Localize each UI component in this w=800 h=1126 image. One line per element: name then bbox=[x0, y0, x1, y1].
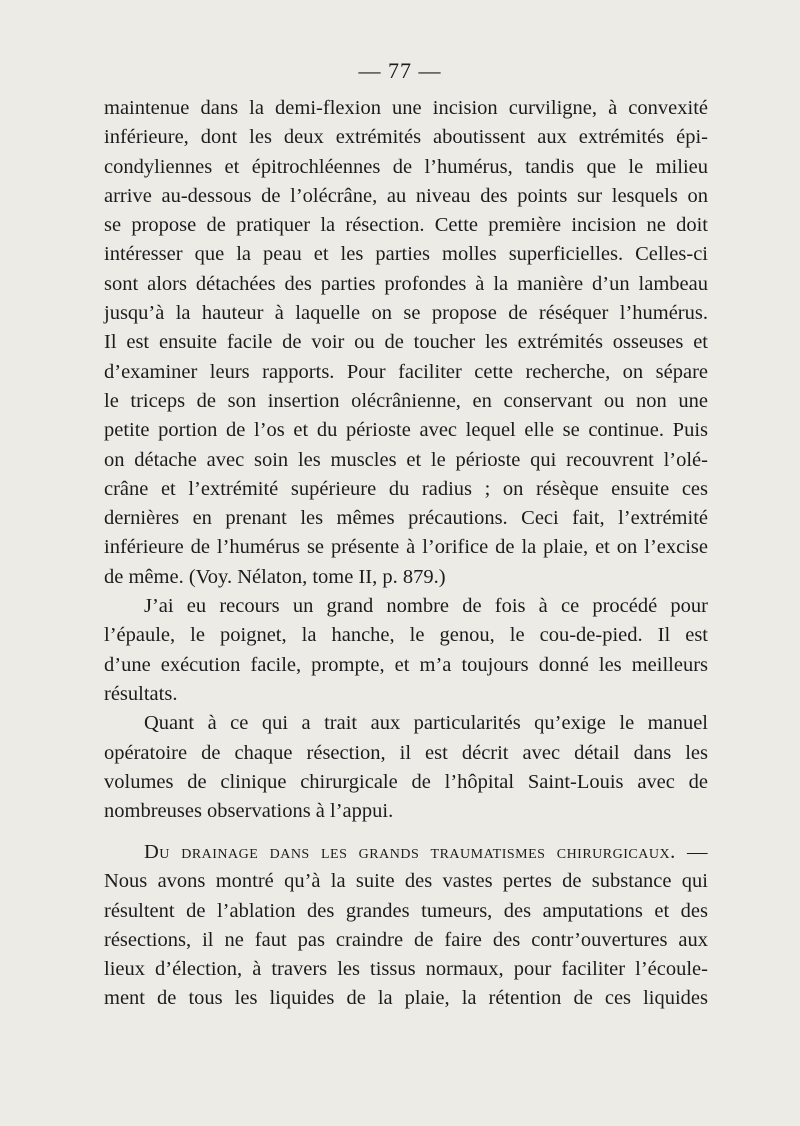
text-line: résections, il ne faut pas craindre de faire des contr’ouvertures aux bbox=[104, 928, 708, 951]
text-line: intéresser que la peau et les parties molles superficielles. Celles-ci bbox=[104, 243, 708, 266]
text-line: de même. (Voy. Nélaton, tome II, p. 879.) bbox=[104, 565, 446, 588]
text-line: volumes de clinique chirurgicale de l’hôpital Saint-Louis avec de bbox=[104, 770, 708, 793]
text-line: d’une exécution facile, prompte, et m’a toujours donné les meilleurs bbox=[104, 653, 708, 676]
text-line: nombreuses observations à l’appui. bbox=[104, 800, 394, 823]
text-line: arrive au-dessous de l’olécrâne, au niveau des points sur lesquels on bbox=[104, 184, 708, 207]
text-line: inférieure de l’humérus se présente à l’orifice de la plaie, et on l’excise bbox=[104, 536, 708, 559]
section-drainage bbox=[104, 838, 708, 1014]
text-line: le triceps de son insertion olécrânienne, en conservant ou non une bbox=[104, 389, 708, 412]
text-line: condyliennes et épitrochléennes de l’humérus, tandis que le milieu bbox=[104, 155, 708, 178]
text-line: d’examiner leurs rapports. Pour faciliter cette recherche, on sépare bbox=[104, 360, 708, 383]
text-line: résultats. bbox=[104, 682, 178, 705]
text-line: ment de tous les liquides de la plaie, la rétention de ces liquides bbox=[104, 987, 708, 1010]
text-line: lieux d’élection, à travers les tissus normaux, pour faciliter l’écoule- bbox=[104, 958, 708, 981]
text-line: Nous avons montré qu’à la suite des vastes pertes de substance qui bbox=[104, 870, 708, 893]
text-line: J’ai eu recours un grand nombre de fois à ce procédé pour bbox=[144, 595, 708, 618]
text-line: inférieure, dont les deux extrémités aboutissent aux extrémités épi- bbox=[104, 126, 708, 149]
body-text bbox=[104, 94, 708, 826]
text-line: jusqu’à la hauteur à laquelle on se propose de réséquer l’humérus. bbox=[104, 302, 708, 325]
text-line: maintenue dans la demi-flexion une incision curviligne, à convexité bbox=[104, 97, 708, 119]
section-heading: Du drainage dans les grands traumatismes chirurgicaux. — bbox=[144, 841, 708, 863]
text-line: opératoire de chaque résection, il est décrit avec détail dans les bbox=[104, 741, 708, 764]
text-line: l’épaule, le poignet, la hanche, le genou, le cou-de-pied. Il est bbox=[104, 624, 708, 647]
text-line: dernières en prenant les mêmes précautions. Ceci fait, l’extrémité bbox=[104, 507, 708, 530]
text-line: on détache avec soin les muscles et le périoste qui recouvrent l’olé- bbox=[104, 448, 708, 471]
text-line: résultent de l’ablation des grandes tumeurs, des amputations et des bbox=[104, 899, 708, 922]
text-line: se propose de pratiquer la résection. Cette première incision ne doit bbox=[104, 214, 708, 237]
text-line: Il est ensuite facile de voir ou de toucher les extrémités osseuses et bbox=[104, 331, 708, 354]
text-line: sont alors détachées des parties profondes à la manière d’un lambeau bbox=[104, 272, 708, 295]
text-line: petite portion de l’os et du périoste avec lequel elle se continue. Puis bbox=[104, 419, 708, 442]
text-line: Quant à ce qui a trait aux particularités qu’exige le manuel bbox=[144, 712, 708, 735]
text-line: crâne et l’extrémité supérieure du radius ; on résèque ensuite ces bbox=[104, 477, 708, 500]
page-number: — 77 — bbox=[358, 58, 442, 83]
